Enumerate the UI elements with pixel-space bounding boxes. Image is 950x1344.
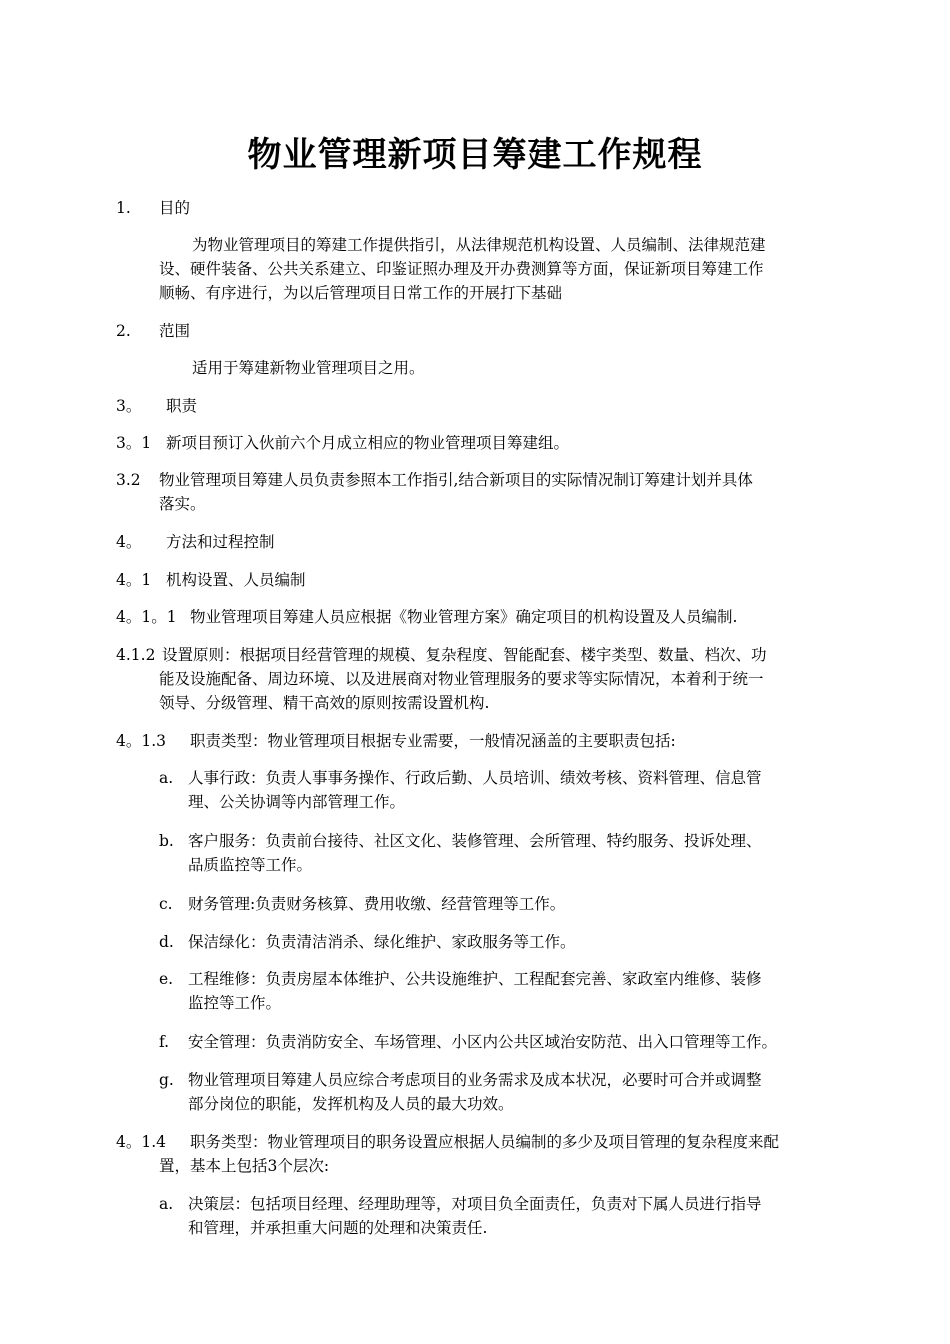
section-4-1-1-text: 物业管理项目筹建人员应根据《物业管理方案》确定项目的机构设置及人员编制.: [190, 608, 738, 626]
section-4-1-3-text: 职责类型：物业管理项目根据专业需要，一般情况涵盖的主要职责包括:: [190, 732, 676, 750]
section-4-1-text: 机构设置、人员编制: [166, 571, 306, 589]
section-3-2-line-2: 落实。: [159, 495, 206, 513]
section-4-1-2-line-2: 能及设施配备、周边环境、以及进展商对物业管理服务的要求等实际情况，本着利于统一: [159, 670, 764, 688]
section-4-number: 4。: [116, 533, 142, 551]
section-3-number: 3。: [116, 397, 142, 415]
section-3-heading: 职责: [166, 397, 198, 415]
section-4-1-number: 4。1: [116, 571, 152, 589]
duty-item-a-line-1: 人事行政：负责人事事务操作、行政后勤、人员培训、绩效考核、资料管理、信息管: [188, 769, 762, 787]
duty-item-a-line-2: 理、公关协调等内部管理工作。: [188, 793, 406, 811]
duty-item-e-line-2: 监控等工作。: [188, 994, 282, 1012]
section-3-2-number: 3.2: [116, 471, 141, 489]
section-1-line-1: 为物业管理项目的筹建工作提供指引，从法律规范机构设置、人员编制、法律规范建: [192, 236, 766, 254]
section-3-2-line-1: 物业管理项目筹建人员负责参照本工作指引,结合新项目的实际情况制订筹建计划并具体: [159, 471, 753, 489]
duty-item-e-label: e.: [159, 970, 174, 988]
section-4-1-4-number: 4。1.4: [116, 1133, 167, 1151]
duty-item-a-label: a.: [159, 769, 174, 787]
section-4-1-3-number: 4。1.3: [116, 732, 167, 750]
section-3-1-text: 新项目预订入伙前六个月成立相应的物业管理项目筹建组。: [166, 434, 570, 452]
duty-item-g-line-1: 物业管理项目筹建人员应综合考虑项目的业务需求及成本状况，必要时可合并或调整: [188, 1071, 762, 1089]
section-2-heading: 范围: [159, 322, 191, 340]
section-2-number: 2.: [116, 322, 131, 340]
duty-item-e-line-1: 工程维修：负责房屋本体维护、公共设施维护、工程配套完善、家政室内维修、装修: [188, 970, 762, 988]
duty-item-f-line-1: 安全管理：负责消防安全、车场管理、小区内公共区域治安防范、出入口管理等工作。: [188, 1033, 778, 1051]
duty-item-g-line-2: 部分岗位的职能，发挥机构及人员的最大功效。: [188, 1095, 514, 1113]
section-2-text: 适用于筹建新物业管理项目之用。: [192, 359, 425, 377]
duty-item-b-label: b.: [159, 832, 174, 850]
section-4-1-2-line-1: 设置原则：根据项目经营管理的规模、复杂程度、智能配套、楼宇类型、数量、档次、功: [162, 646, 767, 664]
duty-item-f-label: f.: [159, 1033, 170, 1051]
post-item-a-line-1: 决策层：包括项目经理、经理助理等，对项目负全面责任，负责对下属人员进行指导: [188, 1195, 762, 1213]
section-4-1-4-line-2: 置，基本上包括3个层次:: [159, 1157, 330, 1175]
duty-item-c-line-1: 财务管理:负责财务核算、费用收缴、经营管理等工作。: [188, 895, 566, 913]
post-item-a-label: a.: [159, 1195, 174, 1213]
duty-item-d-line-1: 保洁绿化：负责清洁消杀、绿化维护、家政服务等工作。: [188, 933, 576, 951]
duty-item-b-line-2: 品质监控等工作。: [188, 856, 313, 874]
section-1-line-3: 顺畅、有序进行，为以后管理项目日常工作的开展打下基础: [159, 284, 563, 302]
duty-item-c-label: c.: [159, 895, 173, 913]
section-3-1-number: 3。1: [116, 434, 152, 452]
section-4-1-2-line-3: 领导、分级管理、精干高效的原则按需设置机构.: [159, 694, 490, 712]
section-4-1-4-line-1: 职务类型：物业管理项目的职务设置应根据人员编制的多少及项目管理的复杂程度来配: [190, 1133, 780, 1151]
duty-item-d-label: d.: [159, 933, 174, 951]
section-4-heading: 方法和过程控制: [166, 533, 275, 551]
section-4-1-2-number: 4.1.2: [116, 646, 156, 664]
duty-item-g-label: g.: [159, 1071, 174, 1089]
section-1-heading: 目的: [159, 199, 191, 217]
post-item-a-line-2: 和管理，并承担重大问题的处理和决策责任.: [188, 1219, 488, 1237]
duty-item-b-line-1: 客户服务：负责前台接待、社区文化、装修管理、会所管理、特约服务、投诉处理、: [188, 832, 762, 850]
document-title: 物业管理新项目筹建工作规程: [247, 135, 703, 175]
section-1-number: 1.: [116, 199, 131, 217]
section-4-1-1-number: 4。1。1: [116, 608, 177, 626]
section-1-line-2: 设、硬件装备、公共关系建立、印鉴证照办理及开办费测算等方面，保证新项目筹建工作: [159, 260, 764, 278]
